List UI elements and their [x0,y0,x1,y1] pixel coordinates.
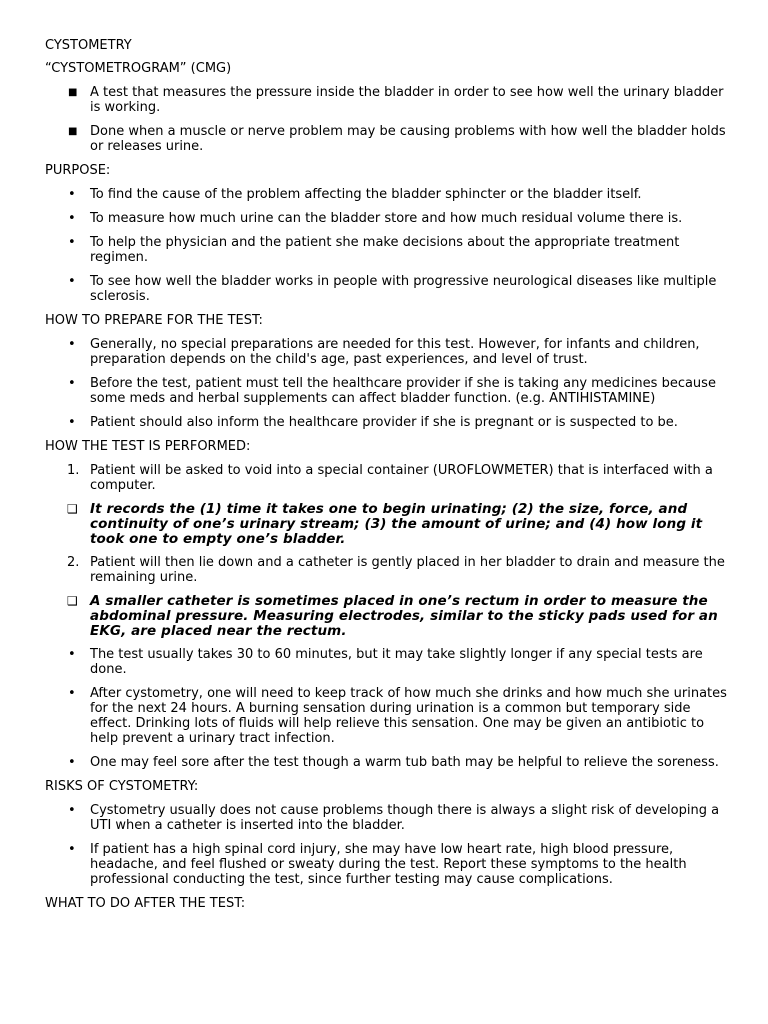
list-item [45,803,735,833]
list-item [45,555,735,585]
purpose-heading: PURPOSE: [45,163,111,178]
dot-bullet-icon: • [68,803,76,818]
dot-bullet-icon: • [68,686,76,701]
list-item-text: To measure how much urine can the bladder store and how much residual volume there is. [90,211,683,226]
list-item [45,85,735,115]
list-item-text: A test that measures the pressure inside the bladder in order to see how well the urinary bladder is working. [90,85,724,115]
dot-bullet-icon: • [68,842,76,857]
list-item [45,463,735,493]
checkbox-bullet-icon: ❑ [67,502,78,516]
list-item [45,211,735,226]
intro-list [45,85,735,154]
square-bullet-icon: ■ [68,87,78,98]
dot-bullet-icon: • [68,376,76,391]
dot-bullet-icon: • [68,274,76,289]
risks-heading: RISKS OF CYSTOMETRY: [45,779,199,794]
after-test-heading: WHAT TO DO AFTER THE TEST: [45,896,246,911]
list-item-text: Patient will be asked to void into a special container (UROFLOWMETER) that is interfaced with a computer. [90,463,713,493]
list-item-text: To see how well the bladder works in people with progressive neurological diseases like multiple sclerosis. [90,274,717,304]
list-item-text: A smaller catheter is sometimes placed in one’s rectum in order to measure the abdominal pressure. Measuring electrodes, similar to the sticky pads used for an EKG, are placed near the rectum. [90,593,718,639]
dot-bullet-icon: • [68,415,76,430]
list-item [45,235,735,265]
list-item [45,124,735,154]
list-item [45,647,735,677]
list-item-text: If patient has a high spinal cord injury, she may have low heart rate, high blood pressure, headache, and feel flushed or sweaty during the test. Report these symptoms to the health professional conducting the test, since further testing may cause complications. [90,842,687,887]
dot-bullet-icon: • [68,755,76,770]
list-item-text: To help the physician and the patient she make decisions about the appropriate treatment regimen. [90,235,680,265]
list-item [45,376,735,406]
list-item [45,337,735,367]
performed-list [45,463,735,770]
list-item [45,755,735,770]
performed-heading: HOW THE TEST IS PERFORMED: [45,439,251,454]
list-item-text: To find the cause of the problem affecting the bladder sphincter or the bladder itself. [90,187,642,202]
list-item-text: After cystometry, one will need to keep track of how much she drinks and how much she urinates for the next 24 hours. A burning sensation during urination is a common but temporary side effect. Drinking lots of fluids will help relieve this sensation. One may be given an antibiotic to help prevent a urinary tract infection. [90,686,727,746]
list-item-note [45,502,735,547]
list-item-text: The test usually takes 30 to 60 minutes, but it may take slightly longer if any special tests are done. [90,647,703,677]
list-item [45,274,735,304]
list-item-text: Generally, no special preparations are needed for this test. However, for infants and children, preparation depends on the child's age, past experiences, and level of trust. [90,337,700,367]
checkbox-bullet-icon: ❑ [67,594,78,608]
list-item [45,686,735,746]
doc-subtitle: “CYSTOMETROGRAM” (CMG) [45,61,232,76]
doc-title: CYSTOMETRY [45,38,132,53]
list-item [45,415,735,430]
step-number: 1. [67,463,80,478]
list-item-text: Before the test, patient must tell the healthcare provider if she is taking any medicines because some meds and herbal supplements can affect bladder function. (e.g. ANTIHISTAMINE) [90,376,716,406]
dot-bullet-icon: • [68,337,76,352]
square-bullet-icon: ■ [68,126,78,137]
prepare-list [45,337,735,430]
list-item [45,187,735,202]
dot-bullet-icon: • [68,235,76,250]
list-item-text: It records the (1) time it takes one to begin urinating; (2) the size, force, and continuity of one’s urinary stream; (3) the amount of urine; and (4) how long it took one to empty one’s bladder. [90,501,703,547]
dot-bullet-icon: • [68,647,76,662]
list-item-note [45,594,735,639]
step-number: 2. [67,555,80,570]
dot-bullet-icon: • [68,187,76,202]
list-item-text: Cystometry usually does not cause problems though there is always a slight risk of developing a UTI when a catheter is inserted into the bladder. [90,803,720,833]
list-item-text: One may feel sore after the test though a warm tub bath may be helpful to relieve the soreness. [90,755,719,770]
risks-list [45,803,735,887]
document-body [45,38,735,920]
prepare-heading: HOW TO PREPARE FOR THE TEST: [45,313,263,328]
list-item-text: Patient should also inform the healthcare provider if she is pregnant or is suspected to be. [90,415,678,430]
list-item-text: Patient will then lie down and a catheter is gently placed in her bladder to drain and measure the remaining urine. [90,555,725,585]
list-item-text: Done when a muscle or nerve problem may be causing problems with how well the bladder holds or releases urine. [90,124,726,154]
list-item [45,842,735,887]
purpose-list [45,187,735,304]
dot-bullet-icon: • [68,211,76,226]
